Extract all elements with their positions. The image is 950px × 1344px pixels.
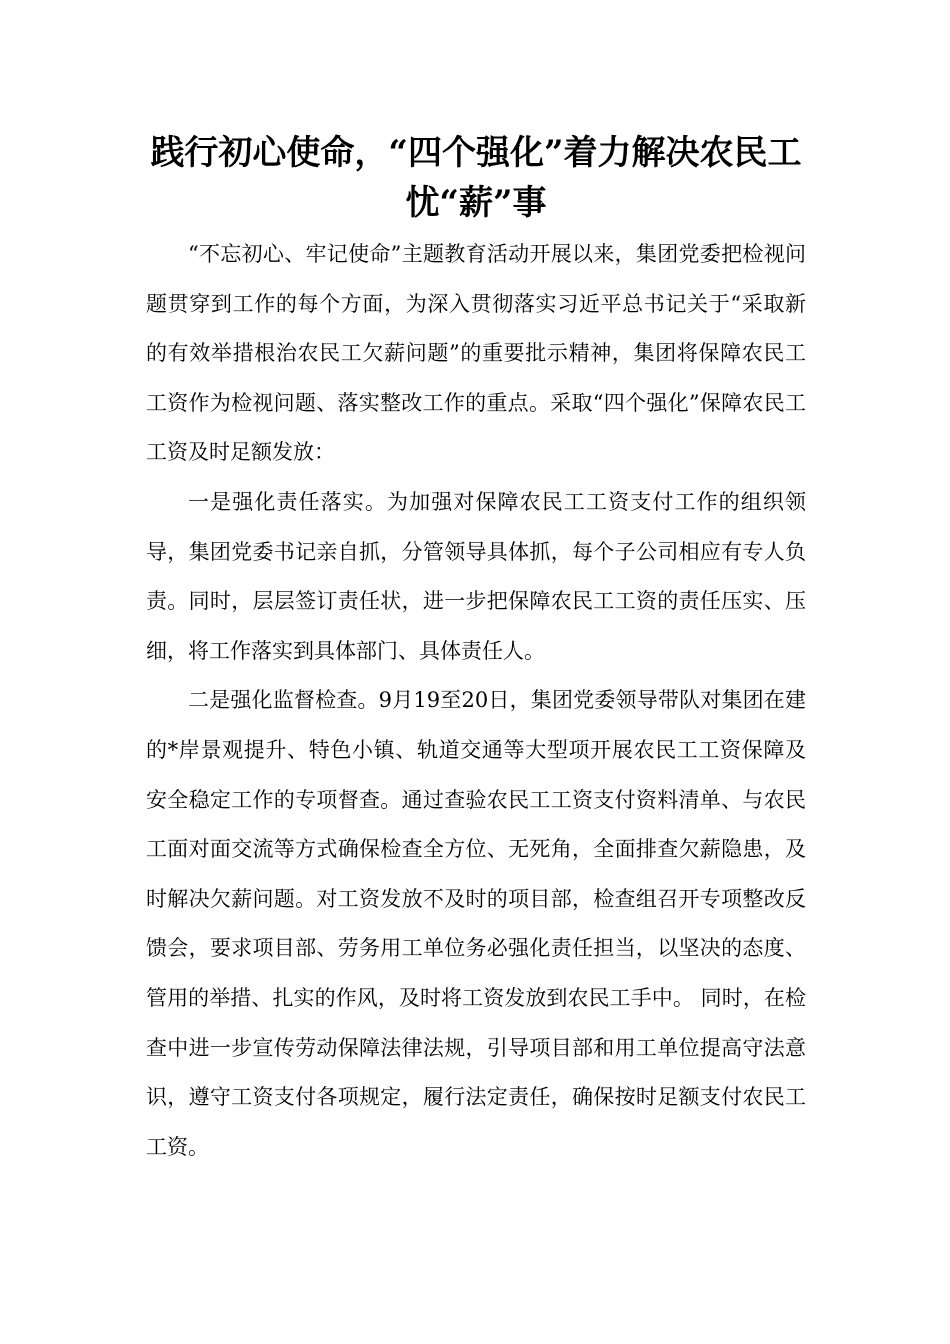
document-title: 践行初心使命，“四个强化”着力解决农民工忧“薪”事 <box>150 133 802 223</box>
paragraph-intro: “不忘初心、牢记使命”主题教育活动开展以来，集团党委把检视问题贯穿到工作的每个方面，为深入贯彻落实习近平总书记关于“采取新的有效举措根治农民工欠薪问题”的重要批示精神，集团将保障农民工工资作为检视问题、落实整改工作的重点。采取“四个强化”保障农民工工资及时足额发放： <box>146 242 806 465</box>
paragraph-supervision: 二是强化监督检查。9月19至20日，集团党委领导带队对集团在建的*岸景观提升、特色小镇、轨道交通等大型项开展农民工工资保障及安全稳定工作的专项督查。通过查验农民工工资支付资料清单、与农民工面对面交流等方式确保检查全方位、无死角，全面排查欠薪隐患，及时解决欠薪问题。对工资发放不及时的项目部，检查组召开专项整改反馈会，要求项目部、劳务用工单位务必强化责任担当，以坚决的态度、管用的举措、扎实的作风，及时将工资发放到农民工手中。 同时，在检查中进一步宣传劳动保障法律法规，引导项目部和用工单位提高守法意识，遵守工资支付各项规定，履行法定责任，确保按时足额支付农民工工资。 <box>146 688 806 1159</box>
document-body <box>146 230 806 1172</box>
paragraph-responsibility: 一是强化责任落实。为加强对保障农民工工资支付工作的组织领导，集团党委书记亲自抓，分管领导具体抓，每个子公司相应有专人负责。同时，层层签订责任状，进一步把保障农民工工资的责任压实、压细，将工作落实到具体部门、具体责任人。 <box>146 489 806 663</box>
